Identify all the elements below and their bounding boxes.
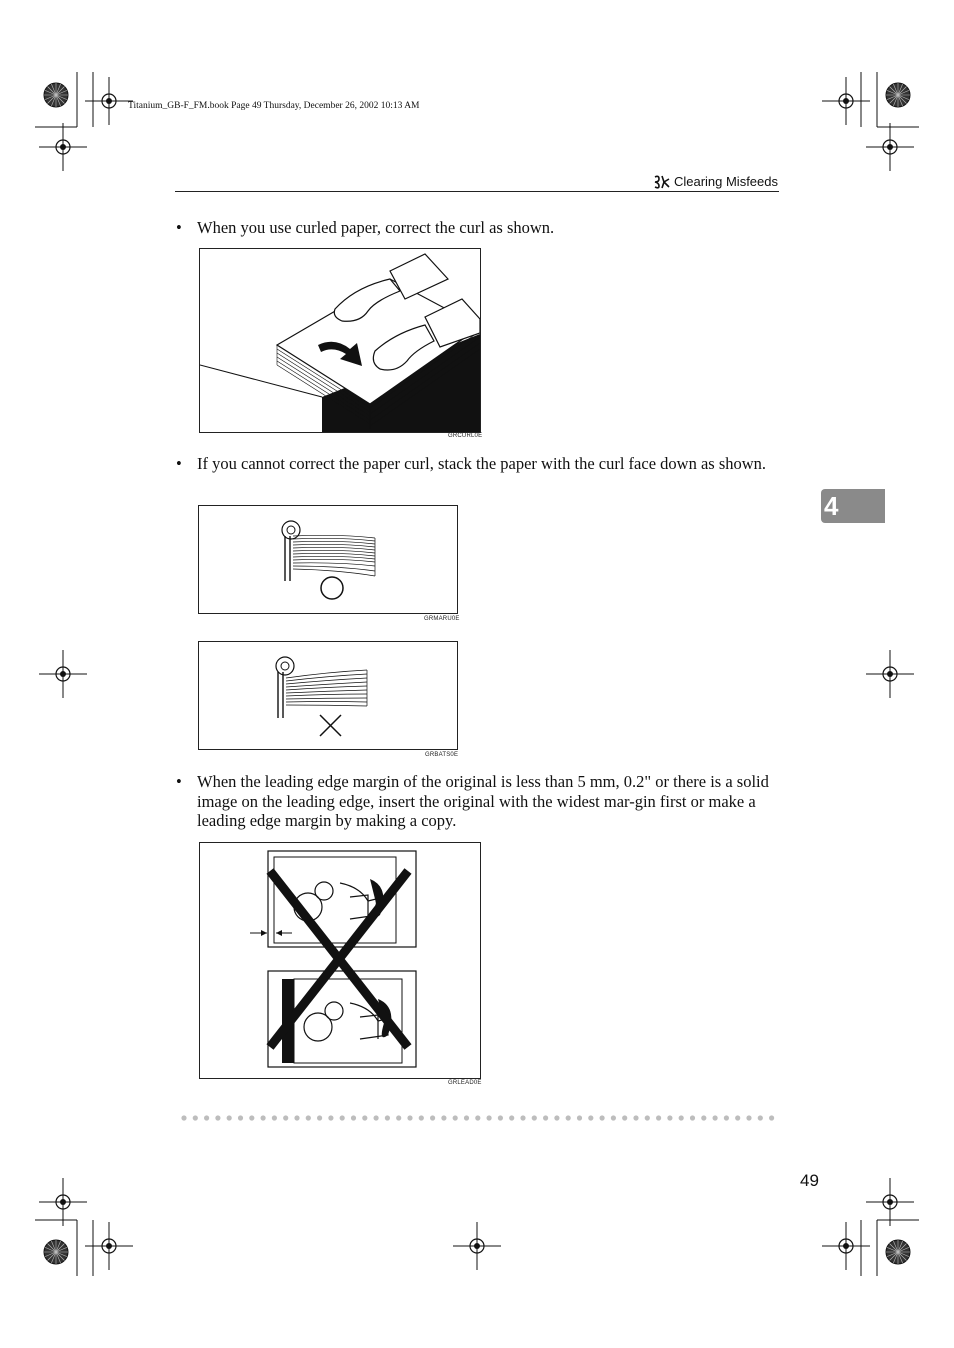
bullet-marker: • xyxy=(176,454,182,473)
figure-leading-edge-margin xyxy=(199,842,481,1079)
separator-dot xyxy=(746,1115,751,1120)
figure-curl-face-down-correct xyxy=(198,505,458,614)
separator-dot xyxy=(407,1115,412,1120)
header-rule xyxy=(175,191,779,192)
figure-code: GRCURL0E xyxy=(448,433,483,439)
section-header xyxy=(653,174,778,189)
curl-face-up-illustration xyxy=(199,642,457,749)
separator-dot xyxy=(758,1115,763,1120)
page-number: 49 xyxy=(800,1171,819,1190)
separator-dot xyxy=(215,1115,220,1120)
separator-dot xyxy=(656,1115,661,1120)
separator-dot xyxy=(509,1115,514,1120)
separator-dot xyxy=(249,1115,254,1120)
separator-dot xyxy=(374,1115,379,1120)
separator-dot xyxy=(487,1115,492,1120)
dotted-separator xyxy=(181,1114,779,1122)
separator-dot xyxy=(181,1115,186,1120)
separator-dot xyxy=(306,1115,311,1120)
separator-dot xyxy=(588,1115,593,1120)
separator-dot xyxy=(769,1115,774,1120)
separator-dot xyxy=(317,1115,322,1120)
bullet-text-curl-face-down: If you cannot correct the paper curl, stack the paper with the curl face down as shown. xyxy=(197,454,767,473)
separator-dot xyxy=(441,1115,446,1120)
separator-dot xyxy=(532,1115,537,1120)
separator-dot xyxy=(396,1115,401,1120)
separator-dot xyxy=(227,1115,232,1120)
separator-dot xyxy=(283,1115,288,1120)
bullet-marker: • xyxy=(176,218,182,237)
separator-dot xyxy=(385,1115,390,1120)
figure-curl-correction xyxy=(199,248,481,433)
separator-dot xyxy=(238,1115,243,1120)
separator-dot xyxy=(713,1115,718,1120)
bullet-marker: • xyxy=(176,772,182,791)
separator-dot xyxy=(453,1115,458,1120)
separator-dot xyxy=(498,1115,503,1120)
separator-dot xyxy=(724,1115,729,1120)
separator-dot xyxy=(645,1115,650,1120)
separator-dot xyxy=(204,1115,209,1120)
separator-dot xyxy=(328,1115,333,1120)
separator-dot xyxy=(520,1115,525,1120)
separator-dot xyxy=(566,1115,571,1120)
separator-dot xyxy=(701,1115,706,1120)
figure-code: GRBATS0E xyxy=(425,752,459,758)
correct-mark xyxy=(321,577,343,599)
separator-dot xyxy=(261,1115,266,1120)
separator-dot xyxy=(193,1115,198,1120)
section-title: Clearing Misfeeds xyxy=(673,174,778,189)
curl-correction-illustration xyxy=(200,249,480,432)
separator-dot xyxy=(351,1115,356,1120)
separator-dot xyxy=(679,1115,684,1120)
chapter-tab: 4 xyxy=(821,489,885,523)
separator-dot xyxy=(600,1115,605,1120)
misfeed-icon xyxy=(653,175,670,189)
separator-dot xyxy=(690,1115,695,1120)
separator-dot xyxy=(362,1115,367,1120)
separator-dot xyxy=(464,1115,469,1120)
separator-dot xyxy=(430,1115,435,1120)
separator-dot xyxy=(735,1115,740,1120)
separator-dot xyxy=(667,1115,672,1120)
separator-dot xyxy=(475,1115,480,1120)
separator-dot xyxy=(340,1115,345,1120)
bullet-text-leading-edge: When the leading edge margin of the original is less than 5 mm, 0.2" or there is a solid image on the leading edge, insert the original with the widest mar-gin first or make a leading edge margin by making a copy. xyxy=(197,772,769,830)
separator-dot xyxy=(577,1115,582,1120)
separator-dot xyxy=(622,1115,627,1120)
separator-dot xyxy=(543,1115,548,1120)
separator-dot xyxy=(554,1115,559,1120)
figure-code: GRLEAD0E xyxy=(448,1080,482,1086)
figure-code: GRMARU0E xyxy=(424,616,460,622)
separator-dot xyxy=(272,1115,277,1120)
book-file-info: Titanium_GB-F_FM.book Page 49 Thursday, December 26, 2002 10:13 AM xyxy=(128,101,420,111)
separator-dot xyxy=(611,1115,616,1120)
bullet-text-curled-paper: When you use curled paper, correct the curl as shown. xyxy=(197,218,555,237)
curl-face-down-illustration xyxy=(199,506,457,613)
leading-edge-illustration xyxy=(200,843,480,1078)
separator-dot xyxy=(419,1115,424,1120)
separator-dot xyxy=(294,1115,299,1120)
figure-curl-face-up-wrong xyxy=(198,641,458,750)
separator-dot xyxy=(633,1115,638,1120)
